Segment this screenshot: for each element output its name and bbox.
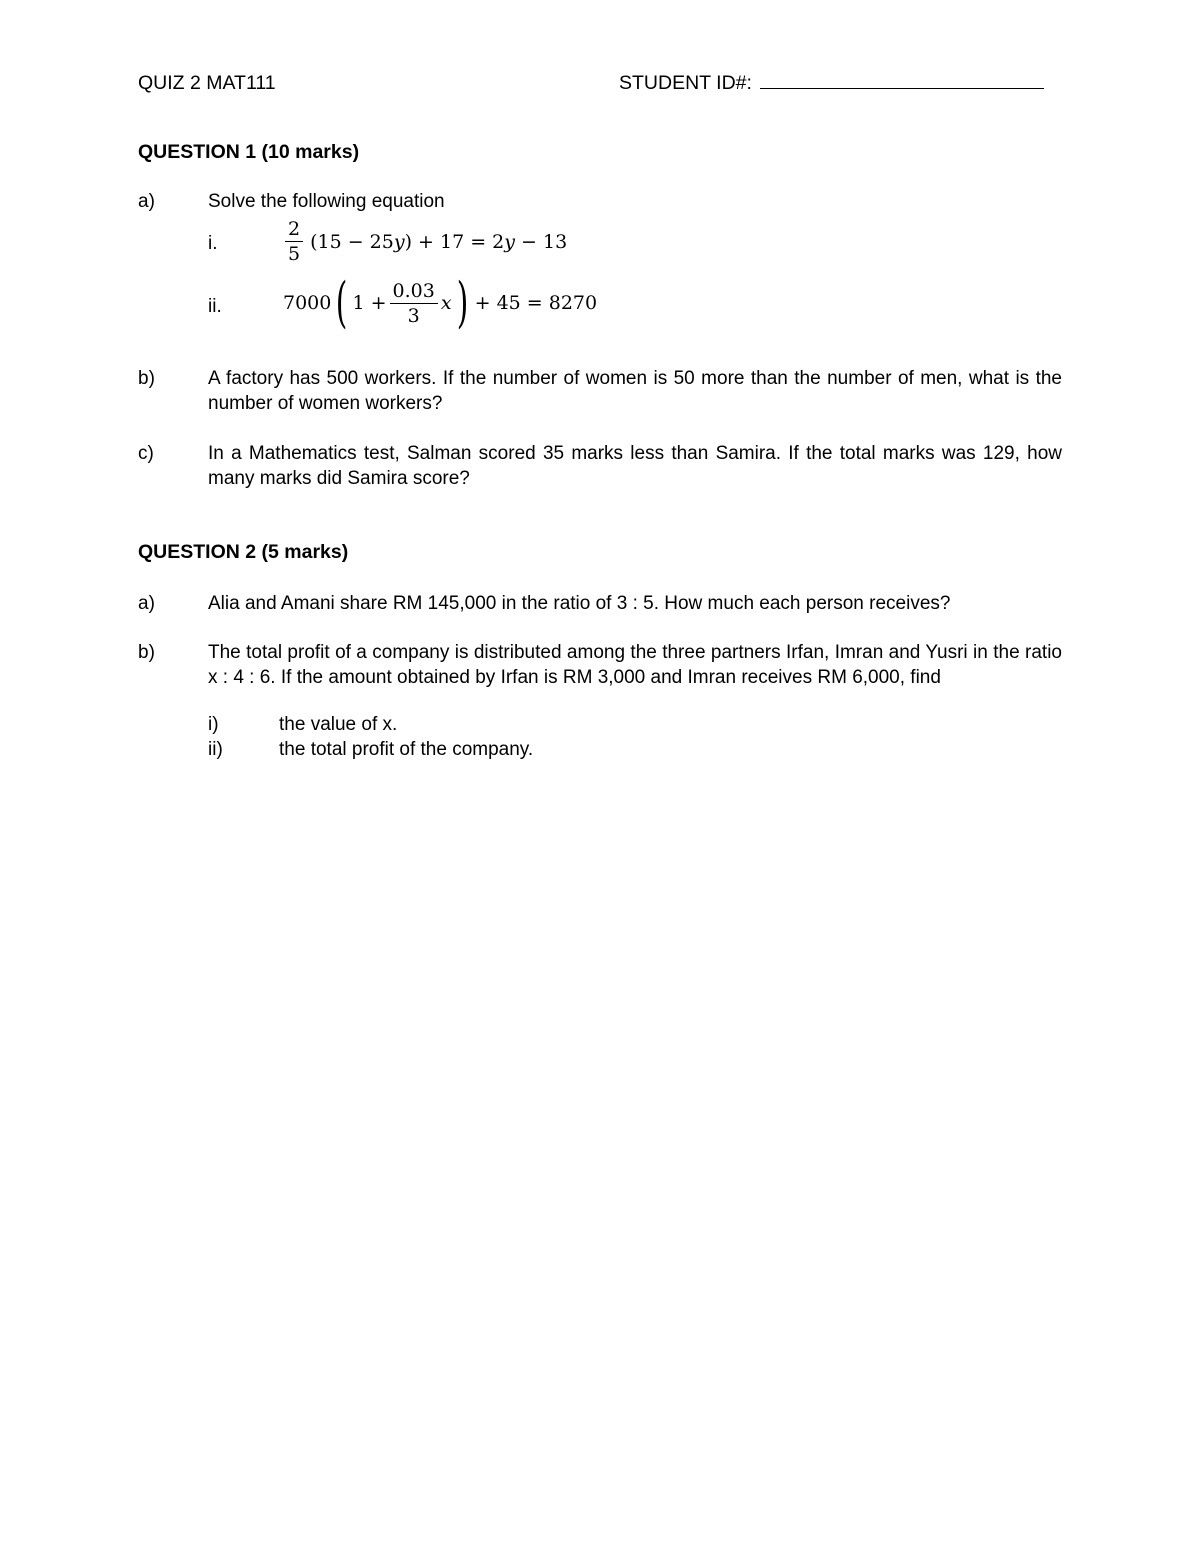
fraction-denominator: 3 [407,304,420,327]
question-2-title: QUESTION 2 (5 marks) [138,541,349,563]
q1a-i-label: i. [208,233,218,254]
fraction-two-fifths [285,218,303,265]
q2b-ii-text: the total profit of the company. [279,739,534,760]
equation-ii-rest: + 45 = 8270 [474,292,598,314]
fraction-numerator: 0.03 [390,280,438,304]
q2b-label: b) [138,642,155,663]
quiz-title: QUIZ 2 MAT111 [138,72,276,94]
equation-ii [283,271,598,334]
student-id-label: STUDENT ID#: [619,72,752,94]
question-1-title: QUESTION 1 (10 marks) [138,141,360,163]
equation-ii-variable: 𝑥 [440,292,452,314]
equation-ii-inner-left: 1 + [352,292,387,314]
fraction-denominator: 5 [288,243,301,265]
student-id [619,72,1044,95]
q1b-text: A factory has 500 workers. If the number of women is 50 more than the number of men, what is the number of women workers? [208,368,1062,414]
left-paren: ( [336,271,348,334]
student-id-blank-line [760,72,1044,89]
q1a-text: Solve the following equation [208,191,445,212]
right-paren: ) [456,271,468,334]
equation-i [282,218,567,265]
q2a-text: Alia and Amani share RM 145,000 in the ratio of 3 : 5. How much each person receives? [208,593,951,614]
q2b-text: The total profit of a company is distributed among the three partners Irfan, Imran and Yusri in the ratio x : 4 : 6. If the amount obtained by Irfan is RM 3,000 and Imran receives RM 6,000, find [208,642,1062,688]
q1a-ii-label: ii. [208,296,222,317]
fraction-rate [390,280,438,327]
equation-i-expression: (15 − 25𝑦) + 17 = 2𝑦 − 13 [310,230,568,253]
q2b-i-text: the value of x. [279,714,398,735]
q2b-ii-label: ii) [208,739,223,760]
q2a-label: a) [138,593,155,614]
q1c-text: In a Mathematics test, Salman scored 35 marks less than Samira. If the total marks was 129, how many marks did Samira score? [208,443,1062,489]
q1b-label: b) [138,368,155,389]
q2b-i-label: i) [208,714,219,735]
equation-ii-coefficient: 7000 [283,292,332,314]
q1a-label: a) [138,191,155,212]
fraction-numerator: 2 [285,218,303,242]
q1c-label: c) [138,443,154,464]
